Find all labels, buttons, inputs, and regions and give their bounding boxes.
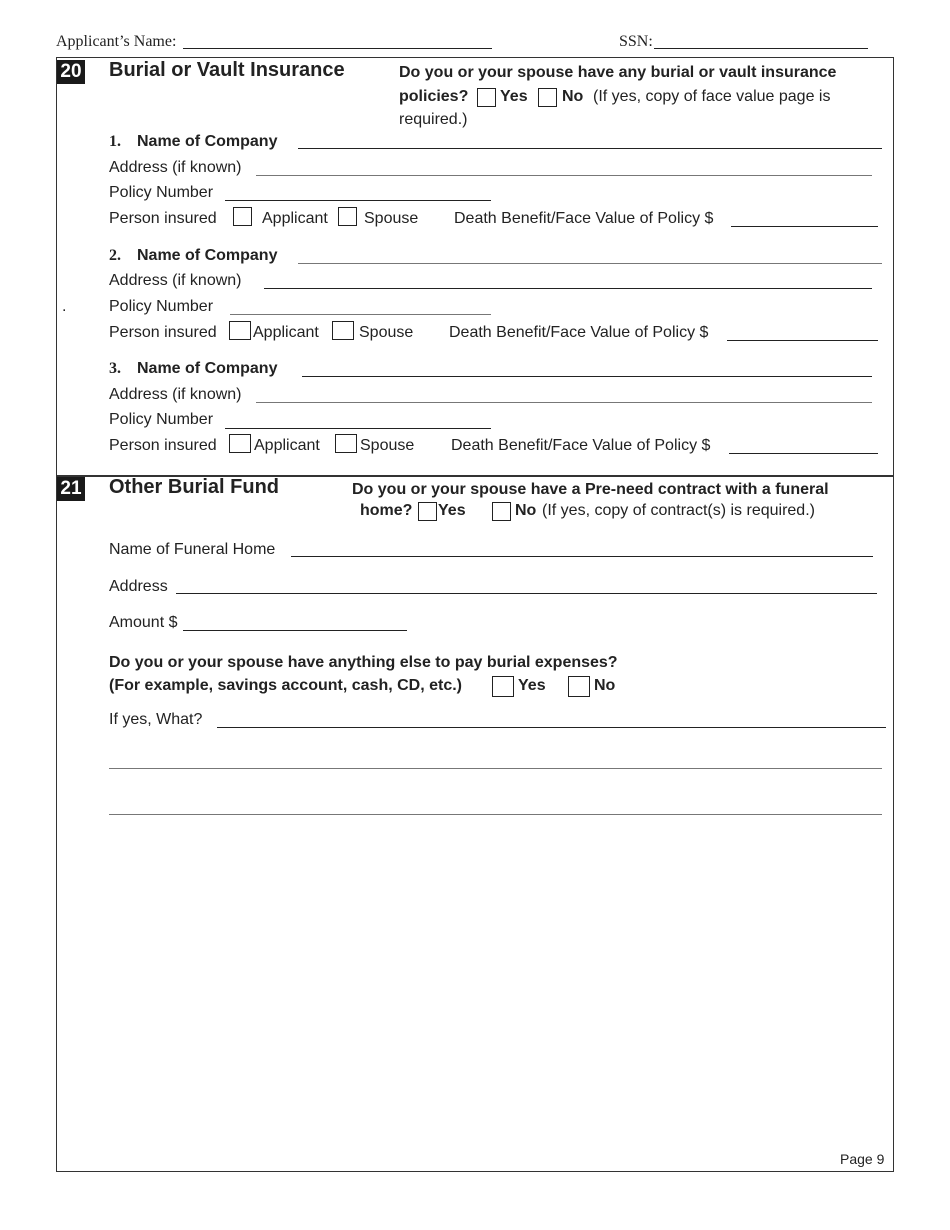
company-3-address-field[interactable] (256, 402, 872, 403)
ssn-field[interactable] (654, 48, 868, 49)
preneed-note: (If yes, copy of contract(s) is required.) (542, 502, 815, 519)
company-2-death-benefit-field[interactable] (727, 340, 878, 341)
other-burial-yes-label: Yes (518, 677, 546, 694)
company-3-applicant-checkbox[interactable] (229, 434, 251, 453)
company-2-name-field[interactable] (298, 263, 882, 264)
company-3-policy-field[interactable] (225, 428, 491, 429)
company-1-policy-field[interactable] (225, 200, 491, 201)
funeral-home-label: Name of Funeral Home (109, 541, 276, 558)
amount-field[interactable] (183, 630, 407, 631)
other-burial-no-label: No (594, 677, 616, 694)
burial-insurance-no-label: No (562, 88, 584, 105)
burial-insurance-yes-checkbox[interactable] (477, 88, 496, 107)
other-burial-question: Do you or your spouse have anything else to pay burial expenses? (109, 654, 618, 671)
ssn-label: SSN: (619, 33, 653, 50)
burial-insurance-note-2: required.) (399, 111, 468, 128)
company-1-applicant-label: Applicant (262, 210, 328, 227)
if-yes-what-field-line-3[interactable] (109, 814, 882, 815)
company-3-address-label: Address (if known) (109, 386, 242, 403)
company-3-death-benefit-label: Death Benefit/Face Value of Policy $ (451, 437, 711, 454)
company-1-number: 1. (109, 133, 121, 150)
section-21-question-home: home? (360, 502, 413, 519)
company-2-spouse-checkbox[interactable] (332, 321, 354, 340)
other-burial-example: (For example, savings account, cash, CD, etc.) (109, 677, 462, 694)
company-2-address-field[interactable] (264, 288, 872, 289)
amount-label: Amount $ (109, 614, 178, 631)
company-3-policy-label: Policy Number (109, 411, 214, 428)
company-2-name-label: Name of Company (137, 247, 278, 264)
company-1-policy-label: Policy Number (109, 184, 214, 201)
burial-insurance-no-checkbox[interactable] (538, 88, 557, 107)
company-3-name-label: Name of Company (137, 360, 278, 377)
preneed-no-checkbox[interactable] (492, 502, 511, 521)
company-3-spouse-checkbox[interactable] (335, 434, 357, 453)
if-yes-what-field[interactable] (217, 727, 886, 728)
company-2-person-label: Person insured (109, 324, 217, 341)
company-1-death-benefit-field[interactable] (731, 226, 878, 227)
preneed-yes-checkbox[interactable] (418, 502, 437, 521)
preneed-no-label: No (515, 502, 537, 519)
company-2-address-label: Address (if known) (109, 272, 242, 289)
company-1-applicant-checkbox[interactable] (233, 207, 252, 226)
company-2-policy-field[interactable] (230, 314, 491, 315)
company-1-person-label: Person insured (109, 210, 217, 227)
company-2-applicant-checkbox[interactable] (229, 321, 251, 340)
other-burial-yes-checkbox[interactable] (492, 676, 514, 697)
funeral-address-field[interactable] (176, 593, 877, 594)
company-1-spouse-label: Spouse (364, 210, 419, 227)
section-20-question: Do you or your spouse have any burial or vault insurance (399, 64, 837, 81)
if-yes-what-label: If yes, What? (109, 711, 203, 728)
preneed-yes-label: Yes (438, 502, 466, 519)
company-3-death-benefit-field[interactable] (729, 453, 878, 454)
company-2-death-benefit-label: Death Benefit/Face Value of Policy $ (449, 324, 709, 341)
stray-dot: . (62, 298, 67, 315)
company-2-spouse-label: Spouse (359, 324, 414, 341)
company-1-name-label: Name of Company (137, 133, 278, 150)
applicant-name-field[interactable] (183, 48, 492, 49)
company-3-applicant-label: Applicant (254, 437, 320, 454)
funeral-home-field[interactable] (291, 556, 873, 557)
section-21-number: 21 (57, 477, 85, 501)
section-20-number: 20 (57, 60, 85, 84)
page-number: Page 9 (840, 1151, 885, 1167)
company-1-death-benefit-label: Death Benefit/Face Value of Policy $ (454, 210, 714, 227)
section-20-title: Burial or Vault Insurance (109, 59, 345, 81)
section-21-question: Do you or your spouse have a Pre-need contract with a funeral (352, 481, 829, 498)
company-2-number: 2. (109, 247, 121, 264)
company-1-address-field[interactable] (256, 175, 872, 176)
company-1-name-field[interactable] (298, 148, 882, 149)
other-burial-no-checkbox[interactable] (568, 676, 590, 697)
section-20-question-policies: policies? (399, 88, 469, 105)
company-1-spouse-checkbox[interactable] (338, 207, 357, 226)
company-3-person-label: Person insured (109, 437, 217, 454)
company-3-name-field[interactable] (302, 376, 872, 377)
applicant-name-label: Applicant’s Name: (56, 33, 177, 50)
company-1-address-label: Address (if known) (109, 159, 242, 176)
burial-insurance-yes-label: Yes (500, 88, 528, 105)
company-2-applicant-label: Applicant (253, 324, 319, 341)
company-2-policy-label: Policy Number (109, 298, 214, 315)
if-yes-what-field-line-2[interactable] (109, 768, 882, 769)
funeral-address-label: Address (109, 578, 168, 595)
company-3-number: 3. (109, 360, 121, 377)
company-3-spouse-label: Spouse (360, 437, 415, 454)
section-21-title: Other Burial Fund (109, 476, 279, 498)
burial-insurance-note: (If yes, copy of face value page is (593, 88, 831, 105)
